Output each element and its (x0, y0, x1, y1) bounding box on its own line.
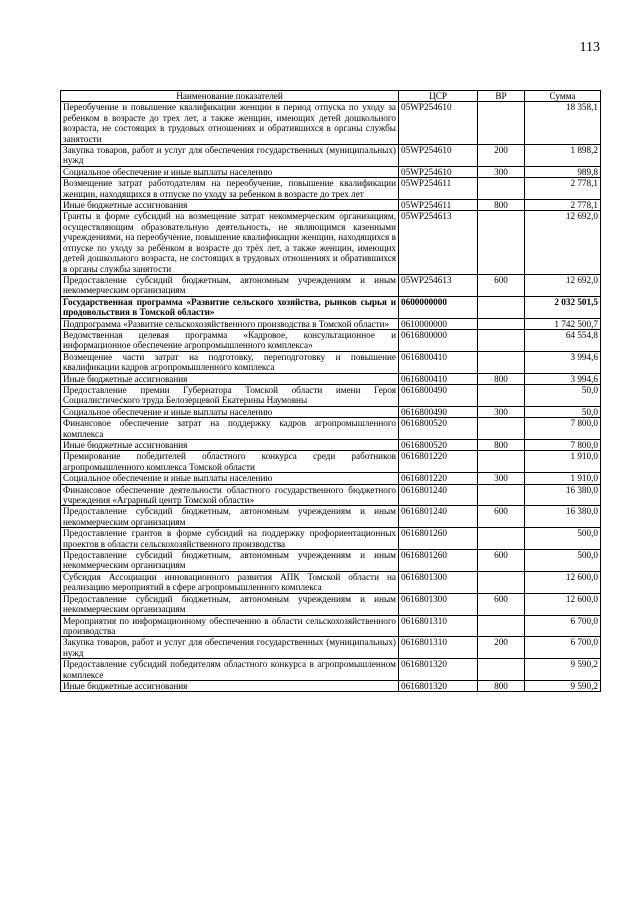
table-row (61, 211, 601, 274)
row-sum-cell: 1 910,0 (525, 451, 601, 473)
row-vr-cell (478, 329, 525, 351)
row-sum-cell: 989,8 (525, 166, 601, 177)
row-csr-cell: 0616801320 (399, 680, 478, 691)
table-row (61, 102, 601, 145)
row-sum-cell: 2 032 501,5 (525, 296, 601, 318)
row-csr-cell: 0616800490 (399, 406, 478, 417)
row-csr-cell: 0616800410 (399, 373, 478, 384)
row-name-cell: Премирование победителей областного конкурса среди работников агропромышленного комплекса Томской области (61, 451, 399, 473)
row-vr-cell: 200 (478, 637, 525, 659)
row-sum-cell: 16 380,0 (525, 484, 601, 506)
row-sum-cell: 500,0 (525, 550, 601, 572)
row-name-cell: Возмещение части затрат на подготовку, переподготовку и повышение квалификации кадров агропромышленного комплекса (61, 351, 399, 373)
row-name-cell: Иные бюджетные ассигнования (61, 680, 399, 691)
row-vr-cell (478, 178, 525, 200)
row-name-cell: Предоставление субсидий победителям областного конкурса в агропромышленном комплексе (61, 659, 399, 681)
row-sum-cell: 50,0 (525, 384, 601, 406)
row-csr-cell: 0616801260 (399, 550, 478, 572)
row-vr-cell (478, 102, 525, 145)
row-sum-cell: 7 800,0 (525, 418, 601, 440)
row-csr-cell: 05WP254611 (399, 178, 478, 200)
row-name-cell: Иные бюджетные ассигнования (61, 440, 399, 451)
table-row (61, 406, 601, 417)
table-row (61, 637, 601, 659)
row-csr-cell: 0616801310 (399, 615, 478, 637)
table-row (61, 296, 601, 318)
row-name-cell: Мероприятия по информационному обеспечению в области сельскохозяйственного производства (61, 615, 399, 637)
row-name-cell: Предоставление субсидий бюджетным, автономным учреждениям и иным некоммерческим организациям (61, 506, 399, 528)
row-csr-cell: 05WP254611 (399, 200, 478, 211)
row-csr-cell: 0616800520 (399, 418, 478, 440)
row-csr-cell: 0616800000 (399, 329, 478, 351)
row-csr-cell: 0616801240 (399, 506, 478, 528)
row-sum-cell: 1 898,2 (525, 145, 601, 167)
row-csr-cell: 05WP254610 (399, 102, 478, 145)
row-sum-cell: 6 700,0 (525, 615, 601, 637)
row-vr-cell: 300 (478, 166, 525, 177)
row-vr-cell (478, 484, 525, 506)
row-sum-cell: 500,0 (525, 528, 601, 550)
row-csr-cell: 0616801300 (399, 571, 478, 593)
row-name-cell: Социальное обеспечение и иные выплаты населению (61, 473, 399, 484)
row-name-cell: Предоставление субсидий бюджетным, автономным учреждениям и иным некоммерческим организациям (61, 550, 399, 572)
page-number: 113 (579, 40, 600, 55)
row-vr-cell: 800 (478, 373, 525, 384)
row-csr-cell: 0616801310 (399, 637, 478, 659)
table-header-row (61, 91, 601, 102)
header-csr: ЦСР (399, 91, 478, 102)
row-vr-cell (478, 318, 525, 329)
table-row (61, 506, 601, 528)
row-vr-cell: 200 (478, 145, 525, 167)
row-csr-cell: 05WP254613 (399, 211, 478, 274)
row-vr-cell: 600 (478, 274, 525, 296)
row-vr-cell: 600 (478, 506, 525, 528)
row-csr-cell: 0616801220 (399, 473, 478, 484)
row-sum-cell: 64 554,8 (525, 329, 601, 351)
row-csr-cell: 0610000000 (399, 318, 478, 329)
row-csr-cell: 0616801240 (399, 484, 478, 506)
table-row (61, 200, 601, 211)
row-name-cell: Предоставление субсидий бюджетным, автономным учреждениям и иным некоммерческим организациям (61, 274, 399, 296)
row-sum-cell: 6 700,0 (525, 637, 601, 659)
row-name-cell: Предоставление грантов в форме субсидий на поддержку профориентационных проектов в области сельскохозяйственного производства (61, 528, 399, 550)
table-row (61, 166, 601, 177)
table-row (61, 384, 601, 406)
table-row (61, 571, 601, 593)
table-row (61, 178, 601, 200)
row-name-cell: Закупка товаров, работ и услуг для обеспечения государственных (муниципальных) нужд (61, 637, 399, 659)
table-row (61, 550, 601, 572)
row-vr-cell (478, 384, 525, 406)
row-vr-cell: 800 (478, 440, 525, 451)
row-csr-cell: 0616800490 (399, 384, 478, 406)
row-sum-cell: 12 692,0 (525, 211, 601, 274)
row-name-cell: Предоставление субсидий бюджетным, автономным учреждениям и иным некоммерческим организациям (61, 593, 399, 615)
row-sum-cell: 16 380,0 (525, 506, 601, 528)
row-sum-cell: 9 590,2 (525, 659, 601, 681)
row-sum-cell: 50,0 (525, 406, 601, 417)
row-name-cell: Финансовое обеспечение затрат на поддержку кадров агропромышленного комплекса (61, 418, 399, 440)
row-csr-cell: 0616800520 (399, 440, 478, 451)
row-vr-cell (478, 451, 525, 473)
row-vr-cell (478, 528, 525, 550)
row-name-cell: Социальное обеспечение и иные выплаты населению (61, 406, 399, 417)
row-vr-cell (478, 418, 525, 440)
row-csr-cell: 0616800410 (399, 351, 478, 373)
row-sum-cell: 3 994,6 (525, 351, 601, 373)
table-row (61, 473, 601, 484)
row-csr-cell: 05WP254613 (399, 274, 478, 296)
row-sum-cell: 1 742 500,7 (525, 318, 601, 329)
row-name-cell: Переобучение и повышение квалификации женщин в период отпуска по уходу за ребенком в возрасте до трех лет, а также женщин, имеющих детей дошкольного возраста, не состоящих в трудовых отношениях и обратившихся в органы службы занятости (61, 102, 399, 145)
row-vr-cell (478, 659, 525, 681)
row-vr-cell: 600 (478, 593, 525, 615)
row-sum-cell: 18 358,1 (525, 102, 601, 145)
row-name-cell: Субсидия Ассоциации инновационного развития АПК Томской области на реализацию мероприятий в сфере агропромышленного комплекса (61, 571, 399, 593)
header-sum: Сумма (525, 91, 601, 102)
row-name-cell: Подпрограмма «Развитие сельскохозяйственного производства в Томской области» (61, 318, 399, 329)
row-name-cell: Иные бюджетные ассигнования (61, 373, 399, 384)
table-row (61, 659, 601, 681)
row-name-cell: Возмещение затрат работодателям на переобучение, повышение квалификации женщин, находящихся в отпуске по уходу за ребенком в возрасте до трех лет (61, 178, 399, 200)
row-sum-cell: 12 600,0 (525, 571, 601, 593)
table-row (61, 440, 601, 451)
row-sum-cell: 3 994,6 (525, 373, 601, 384)
table-row (61, 451, 601, 473)
row-csr-cell: 0616801320 (399, 659, 478, 681)
row-name-cell: Ведомственная целевая программа «Кадровое, консультационное и информационное обеспечение агропромышленного комплекса» (61, 329, 399, 351)
row-sum-cell: 2 778,1 (525, 200, 601, 211)
table-row (61, 329, 601, 351)
row-name-cell: Иные бюджетные ассигнования (61, 200, 399, 211)
table-row (61, 484, 601, 506)
row-vr-cell: 600 (478, 550, 525, 572)
table-row (61, 528, 601, 550)
table-row (61, 351, 601, 373)
table-row (61, 373, 601, 384)
row-sum-cell: 12 600,0 (525, 593, 601, 615)
row-vr-cell (478, 211, 525, 274)
table-row (61, 318, 601, 329)
table-row (61, 145, 601, 167)
row-name-cell: Закупка товаров, работ и услуг для обеспечения государственных (муниципальных) нужд (61, 145, 399, 167)
row-sum-cell: 9 590,2 (525, 680, 601, 691)
row-vr-cell: 300 (478, 406, 525, 417)
row-sum-cell: 12 692,0 (525, 274, 601, 296)
row-csr-cell: 05WP254610 (399, 166, 478, 177)
row-name-cell: Гранты в форме субсидий на возмещение затрат некоммерческим организациям, осуществляющим образовательную деятельность, не являющимся казенными учреждениями, на переобучение, повышение квалификации женщин, находящихся в отпуске по уходу за ребёнком в возрасте до трёх лет, а также женщин, имеющих детей дошкольного возраста, не состоящих в трудовых отношениях и обратившихся в органы службы занятости (61, 211, 399, 274)
row-sum-cell: 1 910,0 (525, 473, 601, 484)
row-csr-cell: 0616801260 (399, 528, 478, 550)
header-name: Наименование показателей (61, 91, 399, 102)
table-body (61, 102, 601, 692)
row-vr-cell: 800 (478, 200, 525, 211)
header-vr: ВР (478, 91, 525, 102)
row-vr-cell (478, 615, 525, 637)
table-row (61, 593, 601, 615)
row-vr-cell: 800 (478, 680, 525, 691)
budget-table (60, 90, 601, 692)
row-vr-cell (478, 571, 525, 593)
row-name-cell: Финансовое обеспечение деятельности областного государственного бюджетного учреждения «Аграрный центр Томской области» (61, 484, 399, 506)
row-csr-cell: 0600000000 (399, 296, 478, 318)
row-sum-cell: 2 778,1 (525, 178, 601, 200)
row-csr-cell: 05WP254610 (399, 145, 478, 167)
table-row (61, 274, 601, 296)
row-name-cell: Социальное обеспечение и иные выплаты населению (61, 166, 399, 177)
row-name-cell: Государственная программа «Развитие сельского хозяйства, рынков сырья и продовольствия в Томской области» (61, 296, 399, 318)
row-vr-cell: 300 (478, 473, 525, 484)
row-vr-cell (478, 296, 525, 318)
table-row (61, 680, 601, 691)
table-row (61, 418, 601, 440)
row-vr-cell (478, 351, 525, 373)
table-row (61, 615, 601, 637)
row-csr-cell: 0616801300 (399, 593, 478, 615)
row-csr-cell: 0616801220 (399, 451, 478, 473)
row-name-cell: Предоставление премии Губернатора Томской области имени Героя Социалистического труда Белозерцевой Екатерины Наумовны (61, 384, 399, 406)
row-sum-cell: 7 800,0 (525, 440, 601, 451)
